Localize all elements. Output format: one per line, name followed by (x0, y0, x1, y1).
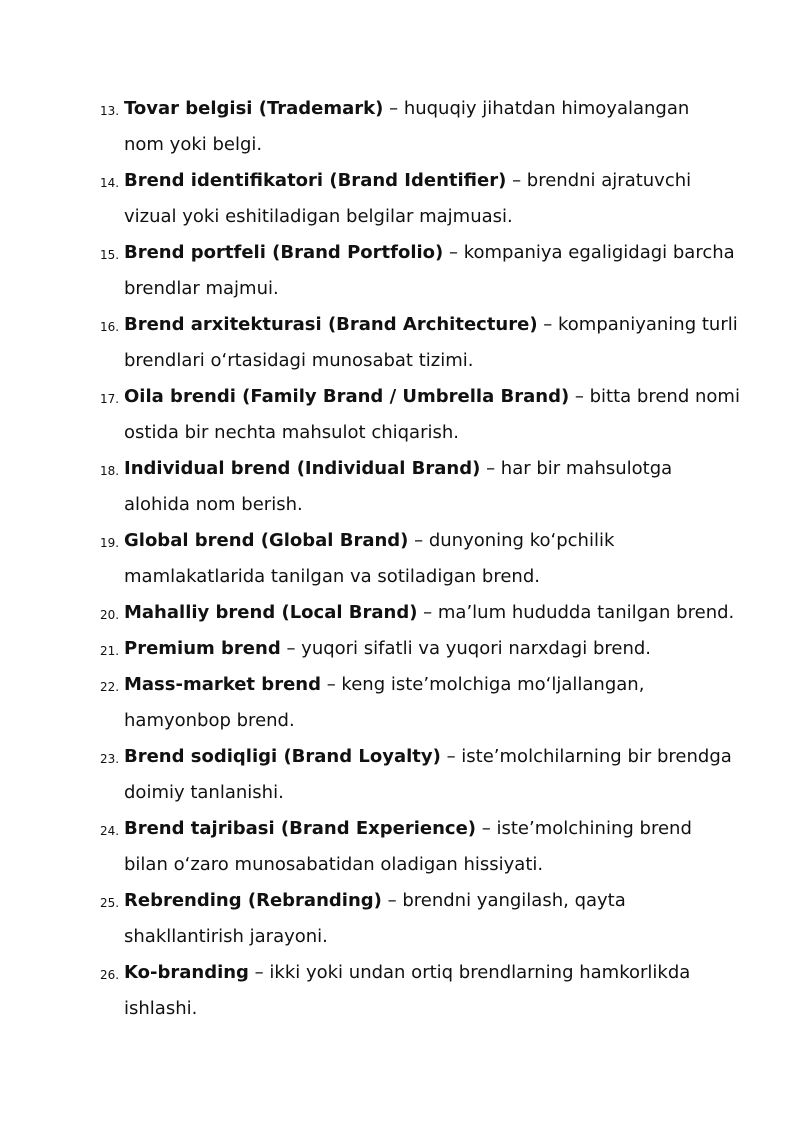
item-description: – kompaniyaning turli (537, 314, 738, 335)
list-item (0, 451, 800, 523)
list-item (0, 883, 800, 955)
item-term: Ko-branding (124, 962, 249, 983)
item-description: – brendni yangilash, qayta (381, 890, 626, 911)
item-description: – iste’molchining brend (476, 818, 692, 839)
item-description: – bitta brend nomi (569, 386, 740, 407)
list-item (0, 235, 800, 307)
glossary-list (0, 91, 800, 1027)
item-number: 23. (100, 752, 120, 766)
list-item (0, 523, 800, 595)
item-number: 14. (100, 176, 120, 190)
item-term: Brend portfeli (Brand Portfolio) (124, 242, 444, 263)
item-description-continued: brendlari o‘rtasidagi munosabat tizimi. (124, 350, 474, 371)
list-item (0, 163, 800, 235)
item-number: 13. (100, 104, 120, 118)
item-description-continued: alohida nom berish. (124, 494, 303, 515)
list-item (0, 811, 800, 883)
item-description-continued: ostida bir nechta mahsulot chiqarish. (124, 422, 459, 443)
list-item (0, 307, 800, 379)
item-term: Individual brend (Individual Brand) (124, 458, 481, 479)
item-description-continued: nom yoki belgi. (124, 134, 263, 155)
item-term: Mahalliy brend (Local Brand) (124, 602, 418, 623)
item-number: 18. (100, 464, 120, 478)
item-number: 24. (100, 824, 120, 838)
item-description: – dunyoning ko‘pchilik (408, 530, 615, 551)
list-item (0, 91, 800, 163)
item-term: Premium brend (124, 638, 281, 659)
item-term: Oila brendi (Family Brand / Umbrella Brand) (124, 386, 570, 407)
item-description: – ma’lum hududda tanilgan brend. (417, 602, 735, 623)
item-description-continued: vizual yoki eshitiladigan belgilar majmuasi. (124, 206, 513, 227)
item-description: – ikki yoki undan ortiq brendlarning hamkorlikda (248, 962, 691, 983)
item-description-continued: bilan o‘zaro munosabatidan oladigan hissiyati. (124, 854, 544, 875)
item-description: – iste’molchilarning bir brendga (440, 746, 732, 767)
item-description-continued: brendlar majmui. (124, 278, 279, 299)
item-number: 25. (100, 896, 120, 910)
item-number: 15. (100, 248, 120, 262)
item-description: – har bir mahsulotga (480, 458, 673, 479)
item-term: Brend sodiqligi (Brand Loyalty) (124, 746, 441, 767)
item-description: – huquqiy jihatdan himoyalangan (383, 98, 690, 119)
list-item (0, 631, 800, 667)
list-item (0, 595, 800, 631)
item-description-continued: shakllantirish jarayoni. (124, 926, 328, 947)
item-number: 20. (100, 608, 120, 622)
item-description: – brendni ajratuvchi (506, 170, 692, 191)
item-description: – keng iste’molchiga mo‘ljallangan, (320, 674, 645, 695)
item-term: Global brend (Global Brand) (124, 530, 409, 551)
item-term: Brend tajribasi (Brand Experience) (124, 818, 477, 839)
item-term: Mass-market brend (124, 674, 321, 695)
item-description: – kompaniya egaligidagi barcha (443, 242, 735, 263)
item-number: 26. (100, 968, 120, 982)
item-term: Brend identifikatori (Brand Identifier) (124, 170, 507, 191)
item-term: Rebrending (Rebranding) (124, 890, 382, 911)
item-description-continued: mamlakatlarida tanilgan va sotiladigan brend. (124, 566, 540, 587)
item-number: 22. (100, 680, 120, 694)
item-number: 19. (100, 536, 120, 550)
item-number: 17. (100, 392, 120, 406)
list-item (0, 739, 800, 811)
list-item (0, 379, 800, 451)
item-description-continued: hamyonbop brend. (124, 710, 295, 731)
item-term: Tovar belgisi (Trademark) (124, 98, 384, 119)
list-item (0, 955, 800, 1027)
item-term: Brend arxitekturasi (Brand Architecture) (124, 314, 538, 335)
list-item (0, 667, 800, 739)
item-description-continued: doimiy tanlanishi. (124, 782, 284, 803)
item-number: 21. (100, 644, 120, 658)
item-description-continued: ishlashi. (124, 998, 198, 1019)
item-number: 16. (100, 320, 120, 334)
item-description: – yuqori sifatli va yuqori narxdagi brend. (280, 638, 652, 659)
